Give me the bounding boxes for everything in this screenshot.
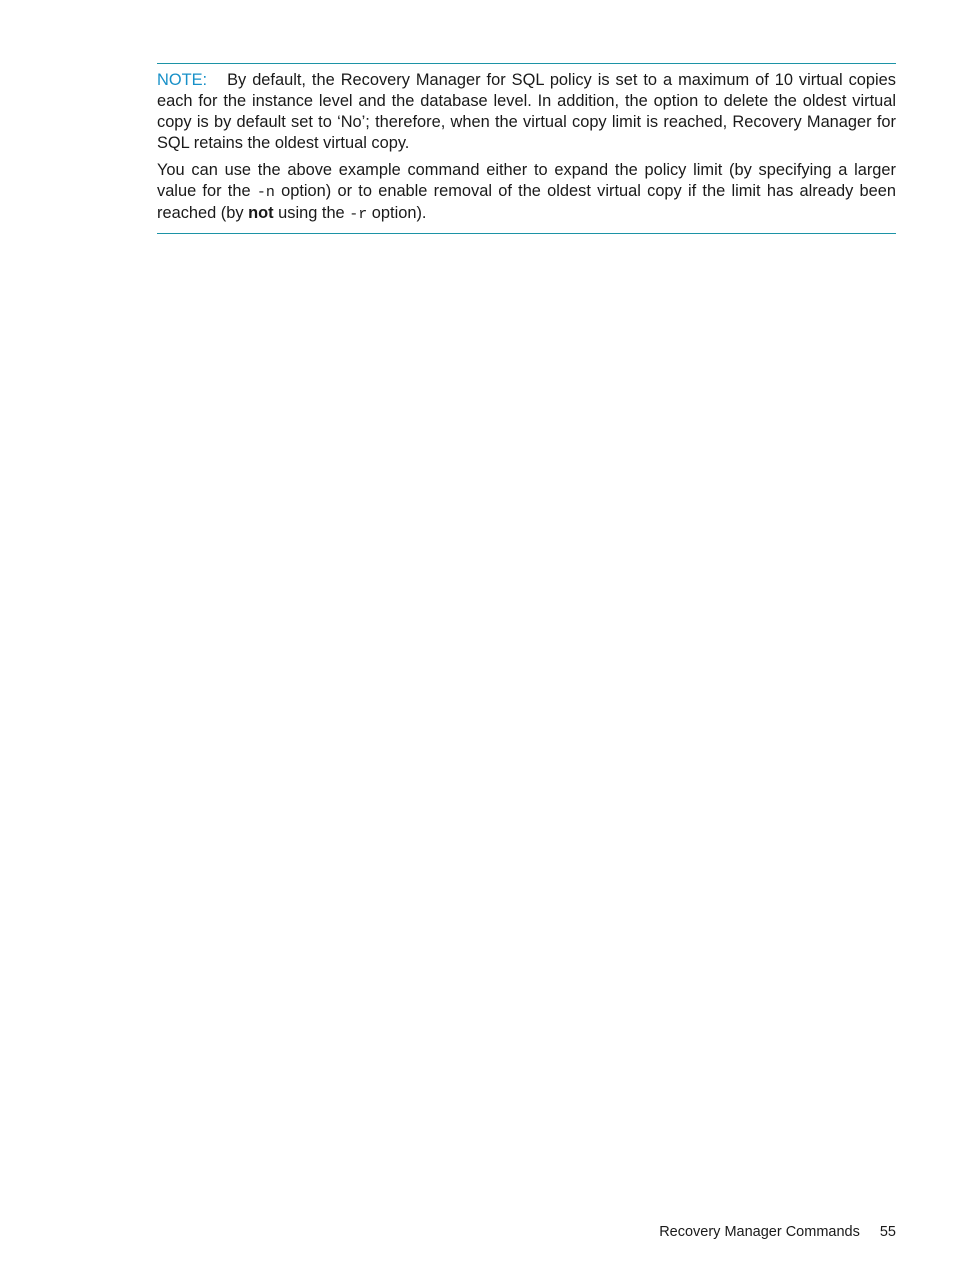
note-text-part4: option). — [367, 204, 427, 222]
note-paragraph-2 — [157, 160, 896, 225]
note-text: By default, the Recovery Manager for SQL policy is set to a maximum of 10 virtual copies each for the instance level and the database level. In addition, the option to delete the oldest virtual copy is by default set to ‘No’; therefore, when the virtual copy limit is reached, Recovery Manager for SQL retains the oldest virtual copy. — [157, 71, 896, 152]
option-r-code: -r — [349, 206, 368, 223]
note-text-part1: You can use the above example command either to expand the policy limit (by specifying a larger value for the — [157, 161, 896, 200]
footer-section-title: Recovery Manager Commands — [659, 1224, 860, 1240]
note-box — [157, 63, 896, 234]
emphasis-not: not — [248, 204, 274, 222]
note-label: NOTE: — [157, 71, 208, 89]
note-paragraph-1 — [157, 70, 896, 154]
page-number: 55 — [879, 1224, 896, 1240]
option-n-code: -n — [256, 184, 275, 201]
page-footer — [659, 1222, 896, 1242]
note-text-part2: option) or to enable removal of the oldest virtual copy if the limit has already been reached (by — [157, 182, 896, 222]
note-text-part3: using the — [273, 204, 350, 222]
